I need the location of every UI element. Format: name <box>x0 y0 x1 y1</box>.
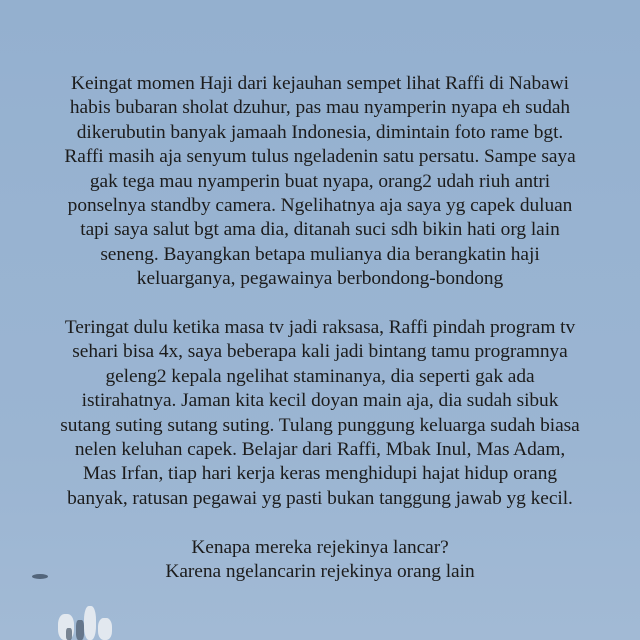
caption-line: Karena ngelancarin rejekinya orang lain <box>165 561 475 583</box>
caption-line: Raffi masih aja senyum tulus ngeladenin satu persatu. Sampe saya <box>64 146 576 168</box>
caption-line: Kenapa mereka rejekinya lancar? <box>191 536 449 558</box>
bird-silhouette <box>32 574 48 579</box>
caption-line: istirahatnya. Jaman kita kecil doyan main aja, dia sudah sibuk <box>81 390 559 412</box>
caption-line: seneng. Bayangkan betapa mulianya dia berangkatin haji <box>100 243 540 265</box>
caption-line: keluarganya, pegawainya berbondong-bondong <box>136 268 504 290</box>
building-silhouette <box>0 600 120 640</box>
caption-line: ponselnya standby camera. Ngelihatnya aja saya yg capek duluan <box>67 195 573 217</box>
caption-paragraph-2 <box>24 316 616 511</box>
caption-line: nelen keluhan capek. Belajar dari Raffi, Mbak Inul, Mas Adam, <box>74 439 566 461</box>
caption-line: Teringat dulu ketika masa tv jadi raksasa, Raffi pindah program tv <box>64 317 576 339</box>
caption-text <box>0 72 640 585</box>
caption-line: sehari bisa 4x, saya beberapa kali jadi bintang tamu programnya <box>72 341 568 363</box>
caption-line: tapi saya salut bgt ama dia, ditanah suci sdh bikin hati org lain <box>80 219 560 241</box>
caption-line: sutang suting sutang suting. Tulang punggung keluarga sudah biasa <box>60 414 580 436</box>
caption-line: banyak, ratusan pegawai yg pasti bukan tanggung jawab yg kecil. <box>67 487 573 509</box>
caption-paragraph-1 <box>24 72 616 292</box>
caption-line: gak tega mau nyamperin buat nyapa, orang2 udah riuh antri <box>89 170 551 192</box>
caption-line: dikerubutin banyak jamaah Indonesia, dimintain foto rame bgt. <box>76 121 564 143</box>
caption-line: Mas Irfan, tiap hari kerja keras menghidupi hajat hidup orang <box>82 463 558 485</box>
caption-line: Keingat momen Haji dari kejauhan sempet lihat Raffi di Nabawi <box>71 73 569 94</box>
caption-line: geleng2 kepala ngelihat staminanya, dia seperti gak ada <box>105 365 535 387</box>
caption-line: habis bubaran sholat dzuhur, pas mau nyamperin nyapa eh sudah <box>69 97 571 119</box>
caption-paragraph-3 <box>24 536 616 585</box>
